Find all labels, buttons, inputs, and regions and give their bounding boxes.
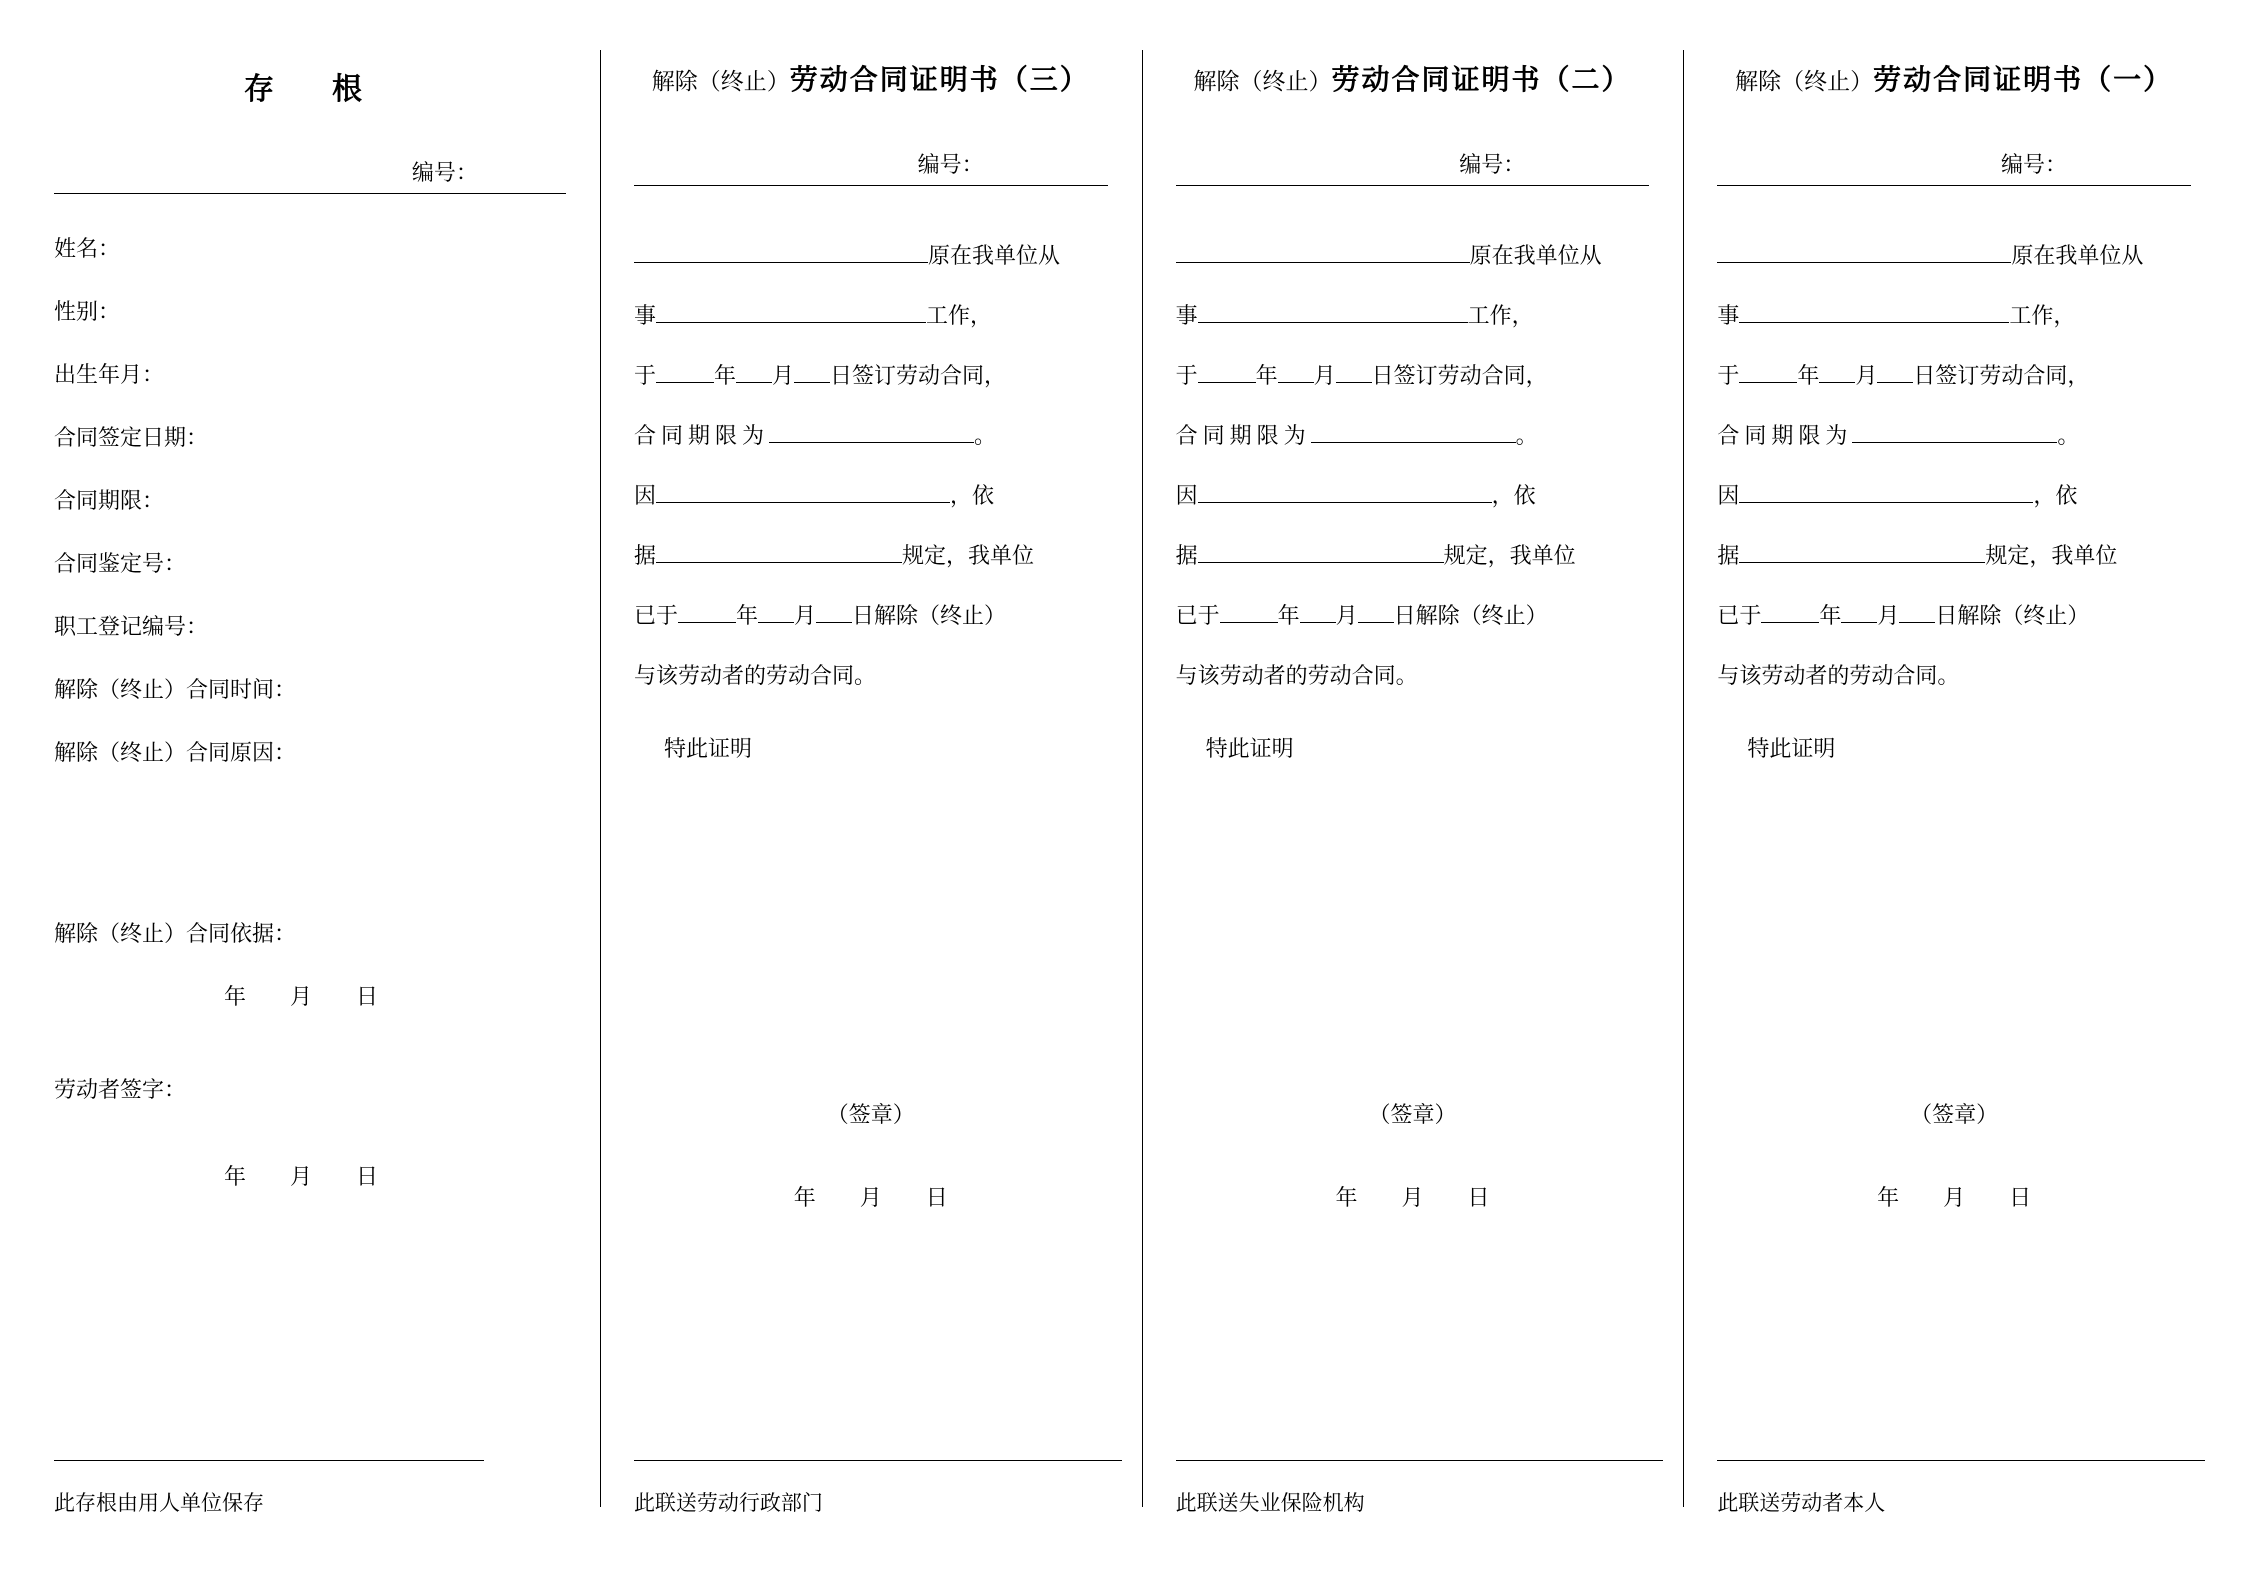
blank-job-position[interactable] [1739, 298, 2009, 323]
blank-term-day[interactable] [1358, 598, 1394, 623]
copy-three-footer-text: 此联送劳动行政部门 [633, 1492, 823, 1515]
blank-term-year[interactable] [1220, 598, 1278, 623]
copy-three-line-3: 于 年 月 日签订劳动合同， [634, 346, 1108, 406]
blank-term-day[interactable] [1899, 598, 1935, 623]
copy-one-footer-text: 此联送劳动者本人 [1717, 1492, 1886, 1515]
copy-three-line-2: 事 工作， [634, 286, 1108, 346]
copy-two-footer-rule [1176, 1460, 1664, 1461]
field-birth-date: 出生年月： [54, 362, 165, 387]
copy-three-title [634, 58, 1108, 98]
copy-three-date-line [600, 1181, 1142, 1212]
copy-one-line-6: 据 规定，我单位 [1717, 526, 2191, 586]
blank-sign-year[interactable] [1198, 358, 1256, 383]
copy-three-day-label: 日 [925, 1185, 948, 1210]
stub-month-label-2: 月 [290, 1164, 313, 1189]
copy-two-footer-block [1176, 1460, 1664, 1517]
blank-sign-month[interactable] [1278, 358, 1314, 383]
copy-three-month-label: 月 [859, 1185, 882, 1210]
stub-month-label-1: 月 [290, 984, 313, 1009]
copy-three-footer-rule [634, 1460, 1122, 1461]
copy-panel-one [1683, 28, 2225, 1547]
blank-term-month[interactable] [1300, 598, 1336, 623]
copy-two-line-5: 因 ，依 [1176, 466, 1650, 526]
copy-two-title [1176, 58, 1650, 98]
blank-legal-basis[interactable] [656, 538, 902, 563]
copy-two-title-main: 劳动合同证明书（二） [1331, 64, 1632, 95]
copy-one-line-4: 合同期限为 。 [1717, 406, 2191, 466]
copy-one-line-3: 于 年 月 日签订劳动合同， [1717, 346, 2191, 406]
copy-three-title-main: 劳动合同证明书（三） [789, 64, 1090, 95]
copy-three-certify: 特此证明 [663, 736, 752, 761]
stub-code-line [54, 156, 566, 194]
copy-two-line-3: 于 年 月 日签订劳动合同， [1176, 346, 1650, 406]
copy-two-seal-block [1142, 1098, 1684, 1212]
blank-sign-year[interactable] [656, 358, 714, 383]
copy-three-line-8: 与该劳动者的劳动合同。 [633, 663, 876, 688]
stub-date-line-2 [54, 1160, 566, 1191]
copy-one-footer-rule [1717, 1460, 2205, 1461]
blank-reason[interactable] [1739, 478, 2033, 503]
stub-footer-block [54, 1460, 566, 1517]
field-name: 姓名： [54, 236, 121, 261]
copy-two-line-2: 事 工作， [1176, 286, 1650, 346]
copy-two-line-8: 与该劳动者的劳动合同。 [1175, 663, 1418, 688]
copy-one-title-lead: 解除（终止） [1735, 68, 1874, 94]
copy-two-certify: 特此证明 [1205, 736, 1294, 761]
stub-title: 存 根 [243, 73, 376, 106]
copy-three-title-lead: 解除（终止） [651, 68, 790, 94]
stub-footer-text: 此存根由用人单位保存 [54, 1492, 264, 1515]
copy-panel-two [1142, 28, 1684, 1547]
field-employee-registration-no: 职工登记编号： [54, 614, 209, 639]
blank-term-year[interactable] [678, 598, 736, 623]
field-termination-basis: 解除（终止）合同依据： [54, 921, 297, 946]
copy-one-certify: 特此证明 [1747, 736, 1836, 761]
copy-three-body [634, 226, 1108, 706]
copy-two-line-6: 据 规定，我单位 [1176, 526, 1650, 586]
blank-reason[interactable] [656, 478, 950, 503]
blank-sign-month[interactable] [736, 358, 772, 383]
blank-legal-basis[interactable] [1198, 538, 1444, 563]
blank-employee-name[interactable] [634, 238, 928, 263]
copy-two-line-4: 合同期限为 。 [1176, 406, 1650, 466]
stub-day-label-2: 日 [356, 1164, 379, 1189]
copy-one-day-label: 日 [2009, 1185, 2032, 1210]
copy-one-line-5: 因 ，依 [1717, 466, 2191, 526]
stub-year-label-2: 年 [224, 1164, 247, 1189]
copy-two-code-label: 编号： [1459, 152, 1526, 177]
stub-panel [20, 28, 600, 1547]
copy-one-year-label: 年 [1877, 1185, 1900, 1210]
stub-worker-signature-label: 劳动者签字： [54, 1077, 187, 1102]
blank-sign-day[interactable] [1336, 358, 1372, 383]
blank-term-month[interactable] [758, 598, 794, 623]
copy-one-seal-label: （签章） [1910, 1102, 1999, 1127]
blank-term-day[interactable] [816, 598, 852, 623]
copy-two-line-1: 原在我单位从 [1176, 226, 1650, 286]
blank-legal-basis[interactable] [1739, 538, 1985, 563]
blank-sign-day[interactable] [1877, 358, 1913, 383]
copy-two-body [1176, 226, 1650, 706]
copy-three-seal-block [600, 1098, 1142, 1212]
panel-divider-1 [600, 50, 601, 1507]
blank-employee-name[interactable] [1176, 238, 1470, 263]
field-contract-term: 合同期限： [54, 488, 165, 513]
stub-date-line-1 [54, 980, 566, 1011]
blank-job-position[interactable] [656, 298, 926, 323]
copy-three-footer-block [634, 1460, 1122, 1517]
copy-one-line-8: 与该劳动者的劳动合同。 [1717, 663, 1960, 688]
blank-term-month[interactable] [1841, 598, 1877, 623]
copy-one-line-1: 原在我单位从 [1717, 226, 2191, 286]
copy-one-line-7: 已于 年 月 日解除（终止） [1717, 586, 2191, 646]
copy-two-date-line [1142, 1181, 1684, 1212]
copy-three-code-label: 编号： [917, 152, 984, 177]
blank-sign-day[interactable] [794, 358, 830, 383]
blank-sign-year[interactable] [1739, 358, 1797, 383]
copy-one-line-2: 事 工作， [1717, 286, 2191, 346]
copy-three-code-line [634, 148, 1108, 186]
copy-three-line-4: 合同期限为 。 [634, 406, 1108, 466]
field-gender: 性别： [54, 299, 121, 324]
field-termination-time: 解除（终止）合同时间： [54, 677, 297, 702]
copy-two-month-label: 月 [1401, 1185, 1424, 1210]
blank-contract-term[interactable] [1311, 418, 1516, 443]
panel-divider-3 [1683, 50, 1684, 1507]
copy-panel-three [600, 28, 1142, 1547]
stub-day-label-1: 日 [356, 984, 379, 1009]
copy-one-code-label: 编号： [2000, 152, 2067, 177]
blank-sign-month[interactable] [1819, 358, 1855, 383]
blank-contract-term[interactable] [1852, 418, 2057, 443]
blank-reason[interactable] [1198, 478, 1492, 503]
copy-three-line-6: 据 规定，我单位 [634, 526, 1108, 586]
copy-two-code-line [1176, 148, 1650, 186]
blank-job-position[interactable] [1198, 298, 1468, 323]
copy-one-title-main: 劳动合同证明书（一） [1873, 64, 2174, 95]
blank-employee-name[interactable] [1717, 238, 2011, 263]
field-contract-appraisal-no: 合同鉴定号： [54, 551, 187, 576]
panel-divider-2 [1142, 50, 1143, 1507]
copy-two-year-label: 年 [1335, 1185, 1358, 1210]
copy-three-line-7: 已于 年 月 日解除（终止） [634, 586, 1108, 646]
field-contract-sign-date: 合同签定日期： [54, 425, 209, 450]
copy-one-body [1717, 226, 2191, 706]
copy-two-title-lead: 解除（终止） [1193, 68, 1332, 94]
copy-two-day-label: 日 [1467, 1185, 1490, 1210]
copy-two-line-7: 已于 年 月 日解除（终止） [1176, 586, 1650, 646]
blank-term-year[interactable] [1761, 598, 1819, 623]
copy-one-date-line [1683, 1181, 2225, 1212]
copy-two-footer-text: 此联送失业保险机构 [1175, 1492, 1365, 1515]
copy-one-month-label: 月 [1943, 1185, 1966, 1210]
stub-field-list [54, 232, 566, 948]
copy-one-footer-block [1717, 1460, 2205, 1517]
copy-three-line-1: 原在我单位从 [634, 226, 1108, 286]
copy-three-year-label: 年 [793, 1185, 816, 1210]
copy-one-title [1717, 58, 2191, 98]
copy-one-seal-block [1683, 1098, 2225, 1212]
stub-footer-rule [54, 1460, 484, 1461]
copy-one-code-line [1717, 148, 2191, 186]
blank-contract-term[interactable] [769, 418, 974, 443]
stub-year-label-1: 年 [224, 984, 247, 1009]
field-termination-reason: 解除（终止）合同原因： [54, 740, 297, 765]
copy-two-seal-label: （签章） [1368, 1102, 1457, 1127]
copy-three-line-5: 因 ，依 [634, 466, 1108, 526]
stub-code-label: 编号： [411, 160, 478, 185]
copy-three-seal-label: （签章） [826, 1102, 915, 1127]
